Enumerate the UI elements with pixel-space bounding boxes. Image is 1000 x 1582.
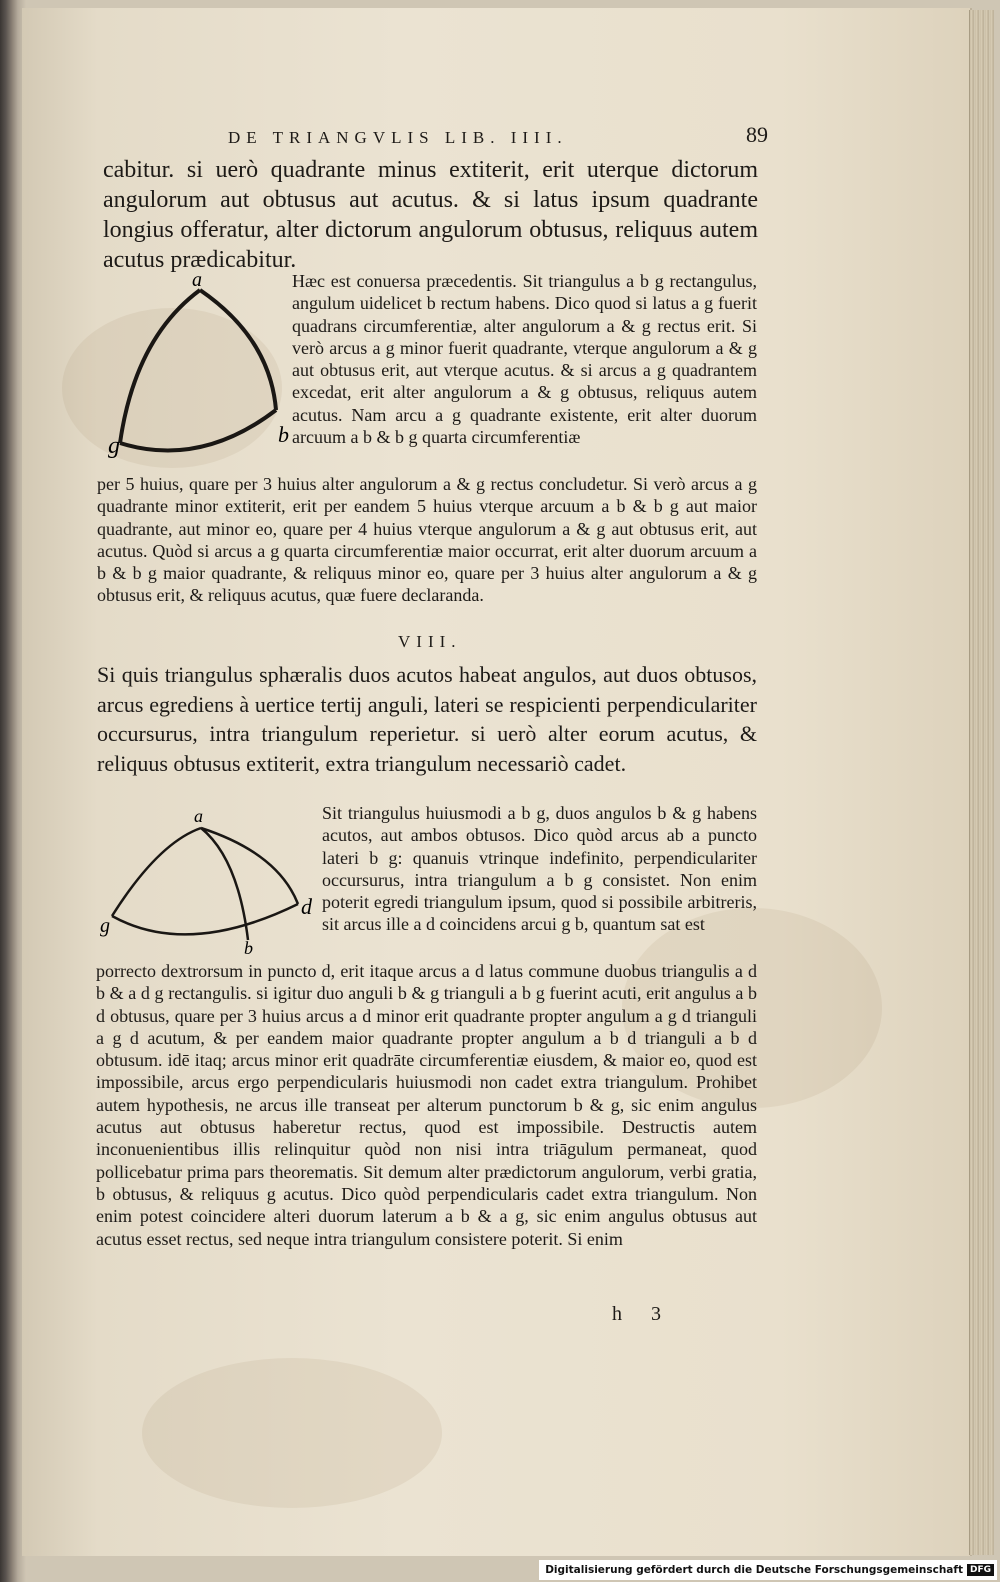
page-edges <box>969 10 994 1555</box>
label-a: a <box>194 808 203 826</box>
figure-triangle-1 <box>100 268 295 468</box>
label-g: g <box>100 915 110 937</box>
paragraph-continuation-1: per 5 huius, quare per 3 huius alter angulorum a & g rectus concludetur. Si verò arcus a g quadrante minor extiterit, erit per eandem 5 huius vterque arcuum a b & b g aut maior quadrante, aut minor eo, quare per 4 huius vterque angulorum a & g aut obtusus erit, aut acutus. Quòd si arcus a g quarta circumferentiæ maior occurrat, erit alter duorum arcuum a b & b g maior quadrante, & reliquus minor eo, quare per 3 huius alter angulorum a & g obtusus erit, & reliquus acutus, quæ fuere declaranda. <box>97 474 757 606</box>
running-title: DE TRIANGVLIS LIB. IIII. <box>228 128 568 147</box>
intro-text: cabitur. si uerò quadrante minus extiterit, erit uterque dictorum angulorum aut obtusus aut acutus. & si latus ipsum quadrante longius offeratur, alter dictorum angulorum obtusus, reliquus autem acutus prædicabitur. <box>103 157 758 273</box>
paragraph-beside-figure-2: Sit triangulus huiusmodi a b g, duos angulos b & g habens acutos, aut ambos obtusos. Dico quòd arcus ab a puncto lateri b g: quanuis vtrinque indefinito, perpendiculariter occursurus, intra triangulum a b g consistet. Non enim poterit egredi triangulum ipsum, quod si possibile arbitreris, sit arcus ille a d coincidens arcui g b, quantum sat est <box>322 803 757 935</box>
dfg-logo: DFG <box>967 1564 994 1576</box>
arc-ag <box>112 828 201 916</box>
footer-text: Digitalisierung gefördert durch die Deutsche Forschungsgemeinschaft <box>545 1564 963 1576</box>
arc-gd <box>112 904 298 934</box>
paragraph-continuation-2: porrecto dextrorsum in puncto d, erit itaque arcus a d latus commune duobus triangulis a d b & a d g rectangulis. si igitur duo anguli b & g trianguli a b g fuerint acuti, erit angulus a b d obtusus, quare per 3 huius arcus a d minor erit quadrante propter angulum a g d trianguli a g d acutum, & per eandem maior quadrante propter angulum a b d trianguli a b d obtusum. idē itaq; arcus minor erit quadrāte circumferentiæ eiusdem, & maior eo, quod est impossibile, arcus ergo perpendicularis huiusmodi non cadet extra triangulum. Prohibet autem hypothesis, ne arcus ille transeat per alterum punctorum b & g, sic enim angulus acutus aut obtusus haberetur rectus, quod est impossibile. Destructis autem inconuenientibus illis relinquitur quòd non nisi intra triāgulum permaneat, quod pollicebatur prima pars theorematis. Sit demum alter prædictorum angulorum, verbi gratia, b obtusus, & reliquus g acutus. Dico quòd perpendicularis cadet extra triangulum. Non enim potest coincidere alteri duorum laterum a b & a g, sic enim angulus obtusus aut acutus esset rectus, sed neque intra triangulum consistere poterit. Si enim <box>96 961 757 1249</box>
paragraph-beside-figure-1: Hæc est conuersa præcedentis. Sit triangulus a b g rectangulus, angulum uidelicet b rectum habens. Dico quod si latus a g fuerit quadrans circumferentiæ, alter angulorum a & g rectus erit. Si verò arcus a g minor fuerit quadrante, vterque angulorum a & g aut obtusus erit, aut vterque acutus. & si arcus a g quadrantem excedat, erit alter angulorum a & g obtusus, reliquus autem acutus. Nam arcu a g quadrante existente, erit alter duorum arcuum a b & b g quarta circumferentiæ <box>292 271 757 448</box>
signature-mark: h 3 <box>612 1303 673 1325</box>
arc-ab <box>200 290 276 410</box>
label-b: b <box>278 422 289 447</box>
section-number: VIII. <box>398 632 462 651</box>
arc-ad <box>201 828 298 904</box>
proposition-text: Si quis triangulus sphæralis duos acutos habeat angulos, aut duos obtusos, arcus egrediens à uertice tertij anguli, lateri se respicienti perpendiculariter occursurus, intra triangulum reperietur. si uerò alter eorum acutus, & reliquus obtusus extiterit, extra triangulum necessariò cadet. <box>97 662 757 776</box>
figure-triangle-2 <box>98 808 323 958</box>
label-g: g <box>108 433 120 459</box>
running-header <box>228 122 768 148</box>
label-a: a <box>192 269 202 291</box>
label-d: d <box>301 894 312 919</box>
arc-gb <box>120 410 276 451</box>
digitization-footer <box>539 1560 997 1580</box>
paper-stain <box>142 1358 442 1508</box>
label-b: b <box>244 938 253 958</box>
folio-number: 89 <box>746 122 768 147</box>
arc-ag <box>120 290 200 443</box>
